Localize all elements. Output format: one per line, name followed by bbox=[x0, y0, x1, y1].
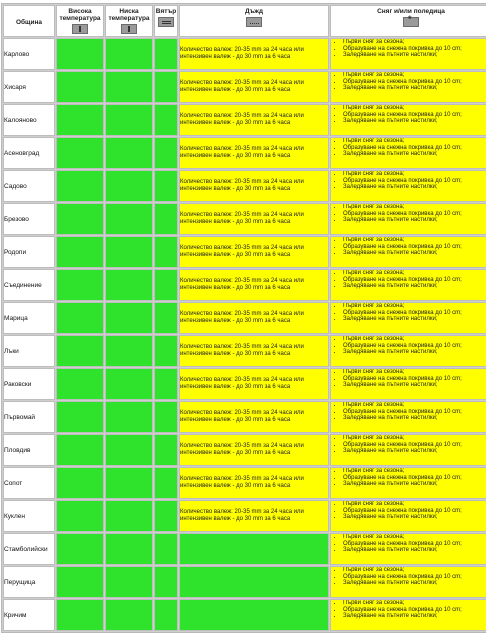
table-row bbox=[3, 566, 486, 598]
snow-warning-item: • Образуване на снежна покривка до 10 cm; bbox=[343, 211, 486, 218]
high-temp-cell bbox=[56, 434, 104, 466]
snow-warning-list bbox=[331, 369, 486, 389]
snow-warning-item: • Образуване на снежна покривка до 10 cm; bbox=[343, 343, 486, 350]
snow-warning-item: • Първи сняг за сезона; bbox=[343, 270, 486, 277]
low-temp-cell bbox=[105, 401, 153, 433]
high-temp-cell bbox=[56, 170, 104, 202]
snow-warning-item: • Образуване на снежна покривка до 10 cm; bbox=[343, 112, 486, 119]
table-row bbox=[3, 335, 486, 367]
snow-warning-item: • Заледяване на пътните настилки; bbox=[343, 151, 486, 158]
wind-cell bbox=[154, 104, 178, 136]
snow-warning-item: • Образуване на снежна покривка до 10 cm; bbox=[343, 508, 486, 515]
snow-warning-item: • Първи сняг за сезона; bbox=[343, 567, 486, 574]
snow-warning-item: • Заледяване на пътните настилки; bbox=[343, 613, 486, 620]
low-temp-cell bbox=[105, 137, 153, 169]
high-temp-cell bbox=[56, 236, 104, 268]
table-row bbox=[3, 170, 486, 202]
snow-warning-list bbox=[331, 534, 486, 554]
community-name: Калояново bbox=[3, 104, 55, 136]
wind-cell bbox=[154, 137, 178, 169]
table-header-row bbox=[3, 5, 486, 37]
snow-warning-item: • Образуване на снежна покривка до 10 cm; bbox=[343, 574, 486, 581]
community-name: Хисаря bbox=[3, 71, 55, 103]
snow-warning-item: • Първи сняг за сезона; bbox=[343, 39, 486, 46]
wind-cell bbox=[154, 368, 178, 400]
low-temp-cell bbox=[105, 38, 153, 70]
rain-cell: Количество валеж: 20-35 mm за 24 часа или интензивен валеж - до 30 mm за 6 часа bbox=[179, 269, 329, 301]
rain-cell: Количество валеж: 20-35 mm за 24 часа или интензивен валеж - до 30 mm за 6 часа bbox=[179, 434, 329, 466]
rain-cell bbox=[179, 533, 329, 565]
snow-cell bbox=[330, 401, 486, 433]
community-name: Перущица bbox=[3, 566, 55, 598]
rain-cell: Количество валеж: 20-35 mm за 24 часа или интензивен валеж - до 30 mm за 6 часа bbox=[179, 401, 329, 433]
header-rain-label: Дъжд bbox=[244, 8, 264, 15]
rain-cell: Количество валеж: 20-35 mm за 24 часа или интензивен валеж - до 30 mm за 6 часа bbox=[179, 236, 329, 268]
snow-cell bbox=[330, 368, 486, 400]
snow-warning-item: • Първи сняг за сезона; bbox=[343, 402, 486, 409]
rain-cell: Количество валеж: 20-35 mm за 24 часа или интензивен валеж - до 30 mm за 6 часа bbox=[179, 38, 329, 70]
snow-warning-list bbox=[331, 270, 486, 290]
snow-warning-item: • Заледяване на пътните настилки; bbox=[343, 184, 486, 191]
snow-warning-item: • Първи сняг за сезона; bbox=[343, 468, 486, 475]
header-community-label: Община bbox=[15, 18, 43, 26]
low-temp-cell bbox=[105, 467, 153, 499]
community-name: Родопи bbox=[3, 236, 55, 268]
high-temp-cell bbox=[56, 500, 104, 532]
low-temp-cell bbox=[105, 269, 153, 301]
weather-warnings-table bbox=[1, 3, 486, 633]
high-temp-cell bbox=[56, 38, 104, 70]
high-temp-cell bbox=[56, 599, 104, 631]
snow-warning-item: • Заледяване на пътните настилки; bbox=[343, 481, 486, 488]
wind-icon bbox=[158, 17, 174, 27]
snow-cell bbox=[330, 500, 486, 532]
snow-warning-item: • Образуване на снежна покривка до 10 cm; bbox=[343, 376, 486, 383]
high-temp-cell bbox=[56, 203, 104, 235]
community-name: Пловдив bbox=[3, 434, 55, 466]
snow-warning-item: • Заледяване на пътните настилки; bbox=[343, 118, 486, 125]
community-name: Садово bbox=[3, 170, 55, 202]
snow-cell bbox=[330, 599, 486, 631]
wind-cell bbox=[154, 203, 178, 235]
snow-cell bbox=[330, 137, 486, 169]
low-temp-cell bbox=[105, 434, 153, 466]
snow-warning-item: • Заледяване на пътните настилки; bbox=[343, 514, 486, 521]
thermometer-icon bbox=[121, 24, 137, 34]
snow-warning-item: • Заледяване на пътните настилки; bbox=[343, 217, 486, 224]
rain-cell bbox=[179, 566, 329, 598]
snow-cell bbox=[330, 38, 486, 70]
wind-cell bbox=[154, 38, 178, 70]
snow-warning-list bbox=[331, 105, 486, 125]
rain-cell bbox=[179, 599, 329, 631]
community-name: Куклен bbox=[3, 500, 55, 532]
snow-warning-item: • Образуване на снежна покривка до 10 cm; bbox=[343, 277, 486, 284]
snow-warning-list bbox=[331, 303, 486, 323]
high-temp-cell bbox=[56, 104, 104, 136]
snow-warning-list bbox=[331, 204, 486, 224]
header-snow-label: Сняг и/или поледица bbox=[377, 8, 445, 15]
snow-warning-item: • Първи сняг за сезона; bbox=[343, 72, 486, 79]
low-temp-cell bbox=[105, 203, 153, 235]
wind-cell bbox=[154, 71, 178, 103]
table-row bbox=[3, 236, 486, 268]
snow-warning-item: • Първи сняг за сезона; bbox=[343, 138, 486, 145]
community-name: Сопот bbox=[3, 467, 55, 499]
snow-warning-item: • Заледяване на пътните настилки; bbox=[343, 415, 486, 422]
snow-warning-item: • Образуване на снежна покривка до 10 cm; bbox=[343, 46, 486, 53]
snow-cell bbox=[330, 71, 486, 103]
wind-cell bbox=[154, 500, 178, 532]
table-body bbox=[3, 38, 486, 631]
header-rain bbox=[179, 5, 329, 37]
high-temp-cell bbox=[56, 269, 104, 301]
community-name: Лъки bbox=[3, 335, 55, 367]
community-name: Карлово bbox=[3, 38, 55, 70]
snow-warning-list bbox=[331, 468, 486, 488]
low-temp-cell bbox=[105, 500, 153, 532]
rain-cell: Количество валеж: 20-35 mm за 24 часа или интензивен валеж - до 30 mm за 6 часа bbox=[179, 137, 329, 169]
wind-cell bbox=[154, 302, 178, 334]
snow-warning-item: • Първи сняг за сезона; bbox=[343, 534, 486, 541]
snow-warning-item: • Образуване на снежна покривка до 10 cm; bbox=[343, 442, 486, 449]
low-temp-cell bbox=[105, 71, 153, 103]
community-name: Кричим bbox=[3, 599, 55, 631]
table-row bbox=[3, 104, 486, 136]
community-name: Стамболийски bbox=[3, 533, 55, 565]
snow-warning-item: • Първи сняг за сезона; bbox=[343, 204, 486, 211]
snow-warning-item: • Първи сняг за сезона; bbox=[343, 336, 486, 343]
snow-warning-item: • Образуване на снежна покривка до 10 cm; bbox=[343, 79, 486, 86]
low-temp-cell bbox=[105, 533, 153, 565]
rain-cell: Количество валеж: 20-35 mm за 24 часа или интензивен валеж - до 30 mm за 6 часа bbox=[179, 368, 329, 400]
rain-cell: Количество валеж: 20-35 mm за 24 часа или интензивен валеж - до 30 mm за 6 часа bbox=[179, 500, 329, 532]
snow-warning-item: • Образуване на снежна покривка до 10 cm; bbox=[343, 409, 486, 416]
header-wind-label: Вятър bbox=[155, 8, 177, 15]
table-row bbox=[3, 269, 486, 301]
rain-cell: Количество валеж: 20-35 mm за 24 часа или интензивен валеж - до 30 mm за 6 часа bbox=[179, 335, 329, 367]
header-snow bbox=[330, 5, 486, 37]
snow-warning-item: • Заледяване на пътните настилки; bbox=[343, 580, 486, 587]
snow-warning-item: • Образуване на снежна покривка до 10 cm; bbox=[343, 145, 486, 152]
snow-warning-item: • Заледяване на пътните настилки; bbox=[343, 382, 486, 389]
high-temp-cell bbox=[56, 533, 104, 565]
snow-warning-item: • Заледяване на пътните настилки; bbox=[343, 85, 486, 92]
snow-warning-item: • Първи сняг за сезона; bbox=[343, 369, 486, 376]
wind-cell bbox=[154, 401, 178, 433]
header-community bbox=[3, 5, 55, 37]
snow-warning-list bbox=[331, 138, 486, 158]
high-temp-cell bbox=[56, 302, 104, 334]
snow-cell bbox=[330, 104, 486, 136]
wind-cell bbox=[154, 269, 178, 301]
snow-warning-list bbox=[331, 567, 486, 587]
table-row bbox=[3, 302, 486, 334]
low-temp-cell bbox=[105, 104, 153, 136]
high-temp-cell bbox=[56, 368, 104, 400]
snow-cell bbox=[330, 434, 486, 466]
community-name: Брезово bbox=[3, 203, 55, 235]
snow-warning-item: • Образуване на снежна покривка до 10 cm; bbox=[343, 178, 486, 185]
wind-cell bbox=[154, 467, 178, 499]
snow-cell bbox=[330, 566, 486, 598]
header-high-temp-label: Висока температура bbox=[59, 8, 101, 22]
snow-warning-item: • Първи сняг за сезона; bbox=[343, 435, 486, 442]
wind-cell bbox=[154, 599, 178, 631]
table-row bbox=[3, 38, 486, 70]
table-row bbox=[3, 434, 486, 466]
snow-warning-item: • Заледяване на пътните настилки; bbox=[343, 283, 486, 290]
snow-warning-item: • Първи сняг за сезона; bbox=[343, 501, 486, 508]
snow-warning-item: • Образуване на снежна покривка до 10 cm; bbox=[343, 244, 486, 251]
snow-cell bbox=[330, 203, 486, 235]
table-row bbox=[3, 137, 486, 169]
wind-cell bbox=[154, 566, 178, 598]
rain-cell: Количество валеж: 20-35 mm за 24 часа или интензивен валеж - до 30 mm за 6 часа bbox=[179, 203, 329, 235]
community-name: Марица bbox=[3, 302, 55, 334]
rain-icon bbox=[246, 17, 262, 27]
snow-warning-list bbox=[331, 435, 486, 455]
snow-cell bbox=[330, 467, 486, 499]
snow-cell bbox=[330, 170, 486, 202]
rain-cell: Количество валеж: 20-35 mm за 24 часа или интензивен валеж - до 30 mm за 6 часа bbox=[179, 302, 329, 334]
snow-warning-item: • Заледяване на пътните настилки; bbox=[343, 547, 486, 554]
snow-warning-item: • Първи сняг за сезона; bbox=[343, 171, 486, 178]
thermometer-icon bbox=[72, 24, 88, 34]
low-temp-cell bbox=[105, 599, 153, 631]
snow-warning-list bbox=[331, 237, 486, 257]
low-temp-cell bbox=[105, 368, 153, 400]
community-name: Първомай bbox=[3, 401, 55, 433]
snow-warning-item: • Заледяване на пътните настилки; bbox=[343, 250, 486, 257]
snow-warning-list bbox=[331, 501, 486, 521]
snow-warning-list bbox=[331, 600, 486, 620]
rain-cell: Количество валеж: 20-35 mm за 24 часа или интензивен валеж - до 30 mm за 6 часа bbox=[179, 71, 329, 103]
snow-warning-list bbox=[331, 72, 486, 92]
snow-warning-item: • Образуване на снежна покривка до 10 cm; bbox=[343, 607, 486, 614]
community-name: Съединение bbox=[3, 269, 55, 301]
low-temp-cell bbox=[105, 302, 153, 334]
snow-warning-item: • Заледяване на пътните настилки; bbox=[343, 448, 486, 455]
table-row bbox=[3, 401, 486, 433]
snow-icon bbox=[403, 17, 419, 27]
rain-cell: Количество валеж: 20-35 mm за 24 часа или интензивен валеж - до 30 mm за 6 часа bbox=[179, 170, 329, 202]
snow-cell bbox=[330, 236, 486, 268]
snow-warning-list bbox=[331, 402, 486, 422]
snow-warning-item: • Образуване на снежна покривка до 10 cm; bbox=[343, 541, 486, 548]
snow-cell bbox=[330, 269, 486, 301]
table-row bbox=[3, 467, 486, 499]
high-temp-cell bbox=[56, 401, 104, 433]
high-temp-cell bbox=[56, 71, 104, 103]
wind-cell bbox=[154, 533, 178, 565]
snow-cell bbox=[330, 533, 486, 565]
table-row bbox=[3, 71, 486, 103]
rain-cell: Количество валеж: 20-35 mm за 24 часа или интензивен валеж - до 30 mm за 6 часа bbox=[179, 467, 329, 499]
snow-warning-list bbox=[331, 171, 486, 191]
snow-warning-item: • Образуване на снежна покривка до 10 cm; bbox=[343, 310, 486, 317]
community-name: Асеновград bbox=[3, 137, 55, 169]
snow-warning-item: • Първи сняг за сезона; bbox=[343, 600, 486, 607]
low-temp-cell bbox=[105, 170, 153, 202]
snow-warning-list bbox=[331, 336, 486, 356]
table-row bbox=[3, 500, 486, 532]
header-wind bbox=[154, 5, 178, 37]
high-temp-cell bbox=[56, 467, 104, 499]
snow-cell bbox=[330, 302, 486, 334]
table-row bbox=[3, 203, 486, 235]
low-temp-cell bbox=[105, 236, 153, 268]
wind-cell bbox=[154, 236, 178, 268]
table-row bbox=[3, 368, 486, 400]
header-high-temp bbox=[56, 5, 104, 37]
snow-warning-list bbox=[331, 39, 486, 59]
high-temp-cell bbox=[56, 335, 104, 367]
snow-warning-item: • Заледяване на пътните настилки; bbox=[343, 349, 486, 356]
snow-warning-item: • Заледяване на пътните настилки; bbox=[343, 52, 486, 59]
table-row bbox=[3, 599, 486, 631]
community-name: Раковски bbox=[3, 368, 55, 400]
snow-cell bbox=[330, 335, 486, 367]
low-temp-cell bbox=[105, 335, 153, 367]
low-temp-cell bbox=[105, 566, 153, 598]
table-row bbox=[3, 533, 486, 565]
header-low-temp-label: Ниска температура bbox=[108, 8, 150, 22]
high-temp-cell bbox=[56, 137, 104, 169]
wind-cell bbox=[154, 434, 178, 466]
wind-cell bbox=[154, 170, 178, 202]
snow-warning-item: • Първи сняг за сезона; bbox=[343, 237, 486, 244]
rain-cell: Количество валеж: 20-35 mm за 24 часа или интензивен валеж - до 30 mm за 6 часа bbox=[179, 104, 329, 136]
snow-warning-item: • Първи сняг за сезона; bbox=[343, 105, 486, 112]
snow-warning-item: • Заледяване на пътните настилки; bbox=[343, 316, 486, 323]
high-temp-cell bbox=[56, 566, 104, 598]
header-low-temp bbox=[105, 5, 153, 37]
snow-warning-item: • Образуване на снежна покривка до 10 cm; bbox=[343, 475, 486, 482]
snow-warning-item: • Първи сняг за сезона; bbox=[343, 303, 486, 310]
wind-cell bbox=[154, 335, 178, 367]
